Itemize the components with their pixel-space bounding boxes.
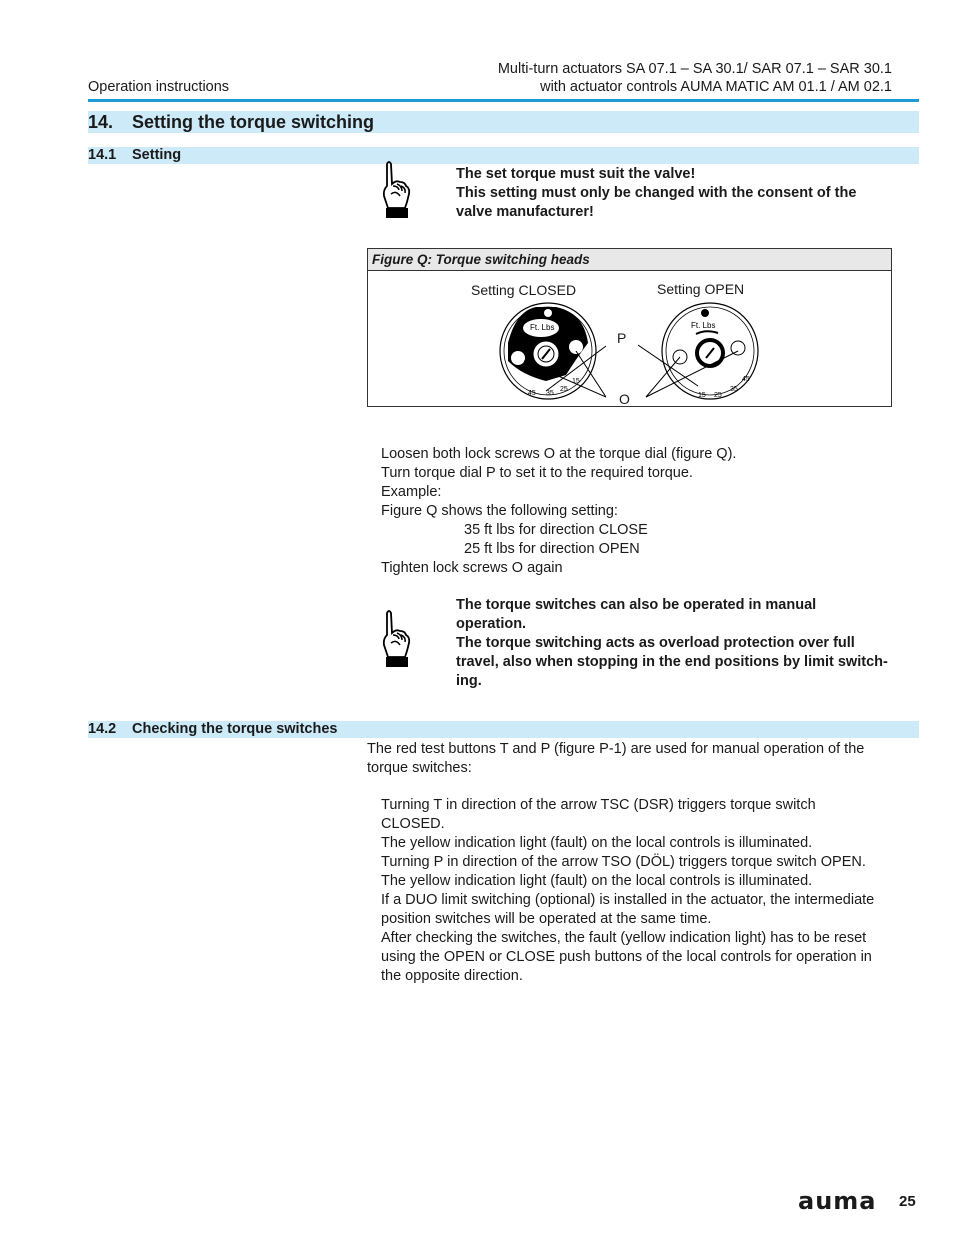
header-rule: [88, 99, 919, 102]
text-line: position switches will be operated at the same time.: [381, 911, 712, 927]
note-valve-torque: [456, 165, 856, 222]
text-line: CLOSED.: [381, 816, 445, 832]
setting-steps: [381, 445, 736, 578]
subsection-heading-1: [88, 147, 919, 164]
subsection-title: Checking the torque switches: [132, 721, 338, 737]
label-setting-open: Setting OPEN: [657, 281, 745, 297]
text-line: torque switches:: [367, 760, 472, 776]
note-line: The set torque must suit the valve!: [456, 166, 696, 182]
step-line: Turn torque dial P to set it to the required torque.: [381, 465, 693, 481]
page-number: 25: [899, 1193, 916, 1210]
pointing-hand-icon: [380, 609, 412, 669]
pointing-hand-icon: [380, 160, 412, 220]
subsection-number: 14.1: [88, 147, 117, 163]
text-line: The yellow indication light (fault) on the local controls is illuminated.: [381, 873, 813, 889]
scale-label: 15: [698, 392, 706, 399]
subsection-heading-2: [88, 721, 919, 738]
note-line: ing.: [456, 673, 482, 689]
scale-label: 15: [572, 378, 580, 385]
section-number: 14.: [88, 112, 114, 132]
auma-logo: auma: [798, 1187, 877, 1215]
scale-label: 45: [742, 376, 750, 383]
section-title: Setting the torque switching: [132, 112, 374, 132]
scale-label: 45: [528, 390, 536, 397]
subsection-number: 14.2: [88, 721, 117, 737]
text-line: Turning T in direction of the arrow TSC (DSR) triggers torque switch: [381, 797, 816, 813]
text-line: The red test buttons T and P (figure P-1) are used for manual operation of the: [367, 741, 865, 757]
dial-unit-text: Ft. Lbs: [530, 323, 555, 332]
scale-label: 35: [546, 390, 554, 397]
step-line: Figure Q shows the following setting:: [381, 503, 618, 519]
text-line: If a DUO limit switching (optional) is installed in the actuator, the intermediate: [381, 892, 875, 908]
text-line: the opposite direction.: [381, 968, 523, 984]
torque-dial-open: [638, 301, 763, 405]
scale-label: 25: [714, 392, 722, 399]
note-line: The torque switching acts as overload protection over full: [456, 635, 855, 651]
check-instructions: [381, 796, 874, 986]
step-line: Tighten lock screws O again: [381, 560, 563, 576]
text-line: Turning P in direction of the arrow TSO (DÖL) triggers torque switch OPEN.: [381, 854, 866, 870]
figure-caption: Figure Q: Torque switching heads: [368, 249, 891, 271]
note-line: This setting must only be changed with the consent of the: [456, 185, 857, 201]
header-right: [498, 60, 892, 96]
note-line: operation.: [456, 616, 527, 632]
header-title-line2: with actuator controls AUMA MATIC AM 01.1 / AM 02.1: [540, 79, 892, 95]
note-manual-operation: [456, 596, 888, 691]
header-left: Operation instructions: [88, 79, 230, 95]
subsection-title: Setting: [132, 147, 182, 163]
label-o: O: [619, 391, 630, 407]
step-line: Loosen both lock screws O at the torque dial (figure Q).: [381, 446, 737, 462]
text-line: using the OPEN or CLOSE push buttons of the local controls for operation in: [381, 949, 872, 965]
label-p: P: [617, 330, 627, 346]
step-line: Example:: [381, 484, 442, 500]
note-line: travel, also when stopping in the end positions by limit switch-: [456, 654, 888, 670]
text-line: The yellow indication light (fault) on the local controls is illuminated.: [381, 835, 813, 851]
text-line: After checking the switches, the fault (yellow indication light) has to be reset: [381, 930, 867, 946]
note-line: valve manufacturer!: [456, 204, 594, 220]
note-line: The torque switches can also be operated in manual: [456, 597, 817, 613]
step-line: 25 ft lbs for direction OPEN: [464, 541, 640, 557]
dial-unit-text: Ft. Lbs: [691, 321, 716, 330]
scale-label: 35: [730, 386, 738, 393]
scale-label: 25: [560, 386, 568, 393]
figure-q: [367, 248, 892, 407]
label-setting-closed: Setting CLOSED: [471, 282, 577, 298]
header-title-line1: Multi-turn actuators SA 07.1 – SA 30.1/ SAR 07.1 – SAR 30.1: [497, 61, 892, 77]
torque-dial-closed: [496, 301, 606, 405]
section-heading: [88, 111, 919, 133]
intro-paragraph: [367, 740, 864, 778]
step-line: 35 ft lbs for direction CLOSE: [464, 522, 648, 538]
